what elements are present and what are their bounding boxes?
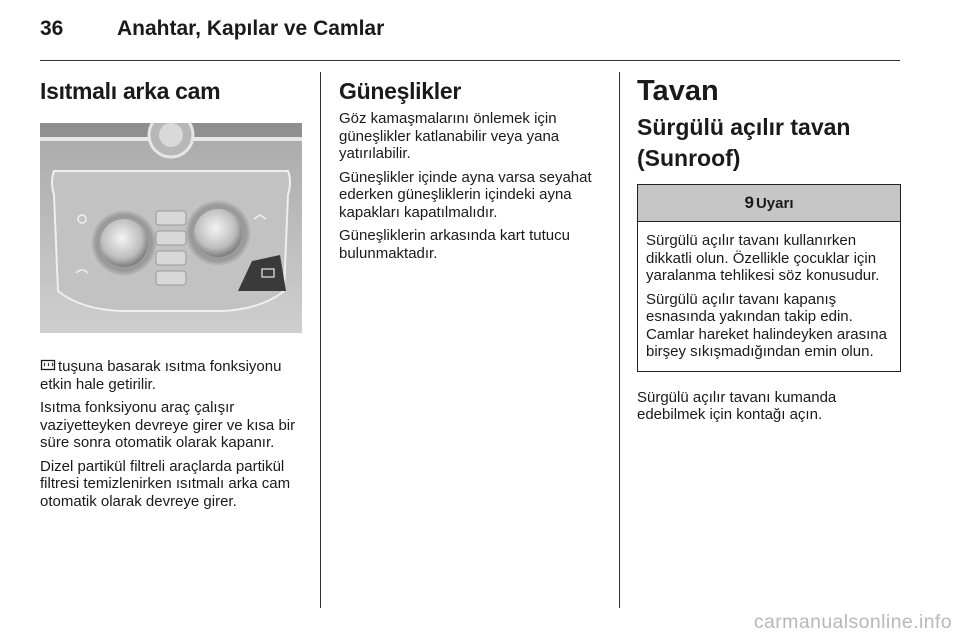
climate-control-panel-photo bbox=[40, 123, 302, 333]
warning-triangle-icon: 9 bbox=[744, 193, 754, 212]
top-rule bbox=[40, 60, 900, 61]
warning-header bbox=[638, 185, 900, 222]
running-title: Anahtar, Kapılar ve Camlar bbox=[117, 17, 385, 40]
page-number: 36 bbox=[40, 17, 64, 40]
section-heading-heated-rear-window: Isıtmalı arka cam bbox=[40, 78, 221, 104]
paragraph-sunroof-ignition: Sürgülü açılır tavanı kumanda edebilmek için kontağı açın. bbox=[637, 388, 837, 423]
column-divider-1 bbox=[320, 72, 321, 608]
section-heading-sun-visors: Güneşlikler bbox=[339, 78, 461, 104]
middle-column bbox=[339, 72, 597, 268]
paragraph-visor-fold: Göz kamaşmalarını önlemek için güneşlikler katlanabilir veya yana yatırılabilir. bbox=[339, 110, 560, 162]
left-column bbox=[40, 72, 304, 516]
right-column bbox=[637, 72, 901, 430]
subheading-sunroof: Sürgülü açılır tavan (Sunroof) bbox=[637, 114, 851, 171]
warning-paragraph: Sürgülü açılır tavanı kapanış esnasında yakından takip edin. Camlar hareket halindeyken arasına birşey sıkışmadığından emin olun. bbox=[646, 290, 887, 360]
warning-body bbox=[638, 222, 900, 371]
paragraph-visor-card-holder: Güneşliklerin arkasında kart tutucu bulunmaktadır. bbox=[339, 227, 570, 262]
paragraph-defrost-button bbox=[40, 358, 304, 393]
paragraph-diesel-filter: Dizel partikül filtreli araçlarda partikül filtresi temizlenirken ısıtmalı arka cam otomatik olarak devreye girer. bbox=[40, 457, 291, 510]
paragraph-text: tuşuna basarak ısıtma fonksiyonu etkin hale getirilir. bbox=[40, 358, 282, 393]
warning-title: Uyarı bbox=[755, 194, 794, 212]
rear-defrost-icon bbox=[40, 359, 56, 373]
chapter-heading-roof: Tavan bbox=[637, 75, 719, 107]
column-divider-2 bbox=[619, 72, 620, 608]
paragraph-defrost-operation: Isıtma fonksiyonu araç çalışır vaziyetteyken devreye girer ve kısa bir süre sonra otomatik olarak kapanır. bbox=[40, 399, 296, 451]
warning-paragraph: Sürgülü açılır tavanı kullanırken dikkatli olun. Özellikle çocuklar için yaralanma tehlikesi söz konusudur. bbox=[646, 232, 880, 284]
paragraph-visor-mirror: Güneşlikler içinde ayna varsa seyahat ederken güneşliklerin içindeki ayna kapakları kapatılmalıdır. bbox=[339, 168, 592, 221]
watermark: carmanualsonline.info bbox=[753, 611, 952, 633]
warning-box bbox=[637, 184, 901, 372]
